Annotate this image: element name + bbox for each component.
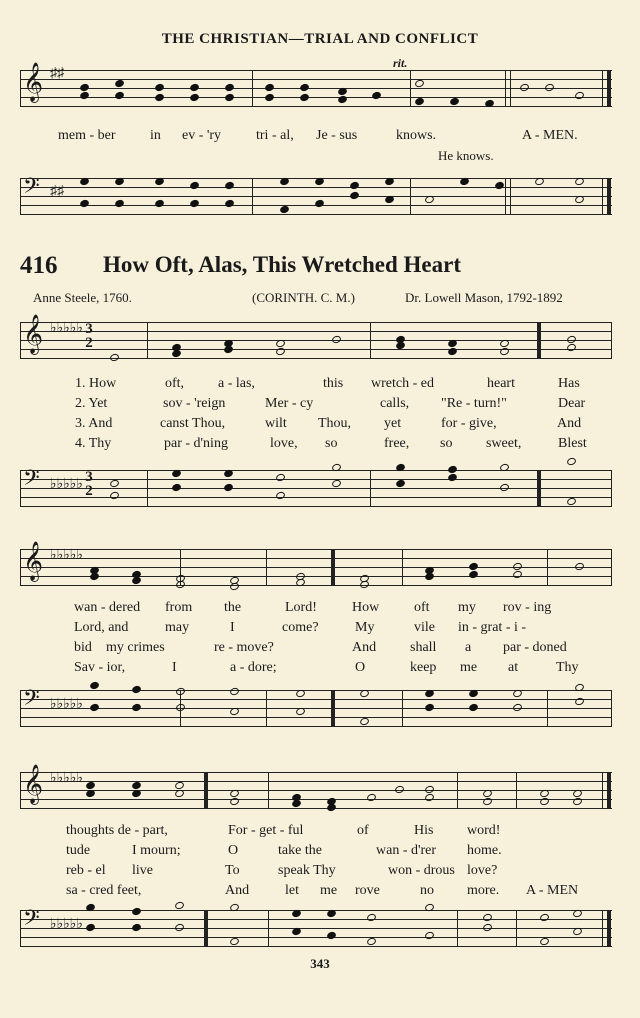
bass-clef-icon: 𝄢 xyxy=(23,906,40,935)
prev-lyrics-main: mem - ber in ev - 'ry tri - al, Je - sus knows. A - MEN. xyxy=(58,128,578,143)
system2-bass-staff xyxy=(20,686,612,726)
system3-bass-staff xyxy=(20,906,612,946)
treble-clef-icon: 𝄞 xyxy=(23,543,44,580)
bass-clef-icon: 𝄢 xyxy=(23,466,40,495)
key-sharp-icon: ♯♯ xyxy=(50,66,64,81)
prev-treble-staff xyxy=(20,64,612,106)
hymn-title: How Oft, Alas, This Wretched Heart xyxy=(103,252,461,277)
hymn-number: 416 xyxy=(20,252,58,279)
key-flat-icon: ♭♭♭♭♭ xyxy=(50,321,84,336)
time-signature: 3 2 xyxy=(85,321,93,351)
system3-treble-staff xyxy=(20,766,612,808)
key-flat-icon: ♭♭♭♭♭ xyxy=(50,771,84,786)
hymn-composer: Dr. Lowell Mason, 1792-1892 xyxy=(405,290,563,305)
key-flat-icon: ♭♭♭♭♭ xyxy=(50,477,84,492)
treble-clef-icon: 𝄞 xyxy=(23,316,44,353)
bass-clef-icon: 𝄢 xyxy=(23,686,40,715)
section-header: THE CHRISTIAN—TRIAL AND CONFLICT xyxy=(161,31,479,47)
hymn-author: Anne Steele, 1760. xyxy=(33,290,132,305)
system3-lyrics: thoughts de - part, For - get - ful of His word! tude I mourn; O take the wan - d'rer home. reb - el live To speak Thy won - drous love? sa - cred feet, And let me rove no more. A - MEN xyxy=(66,823,579,898)
key-flat-icon: ♭♭♭♭♭ xyxy=(50,697,84,712)
prev-bass-staff xyxy=(20,174,612,214)
time-signature: 3 2 xyxy=(85,469,93,499)
tempo-mark: rit. xyxy=(393,56,408,70)
key-flat-icon: ♭♭♭♭♭ xyxy=(50,917,84,932)
treble-clef-icon: 𝄞 xyxy=(23,64,44,101)
system1-lyrics: 1. How oft, a - las, this wretch - ed heart Has 2. Yet sov - 'reign Mer - cy calls, "Re - turn!" Dear 3. And canst Thou, wilt Thou, yet for - give, And 4. Thy par - d'ning love, so free, so sweet, Blest xyxy=(75,376,587,451)
bass-clef-icon: 𝄢 xyxy=(23,174,40,203)
key-sharp-icon: ♯♯ xyxy=(50,184,64,199)
hymn-tune: (CORINTH. C. M.) xyxy=(252,290,355,305)
treble-clef-icon: 𝄞 xyxy=(23,766,44,803)
system1-bass-staff xyxy=(20,466,612,506)
system2-lyrics: wan - dered from the Lord! How oft my rov - ing Lord, and may I come? My vile in - grat - i - bid my crimes re - move? And shall a par - doned Sav - ior, I a - dore; O keep me at Thy xyxy=(74,600,579,675)
system1-treble-staff xyxy=(20,316,612,358)
key-flat-icon: ♭♭♭♭♭ xyxy=(50,548,84,563)
page-number: 343 xyxy=(310,956,330,971)
system2-treble-staff xyxy=(20,543,612,585)
